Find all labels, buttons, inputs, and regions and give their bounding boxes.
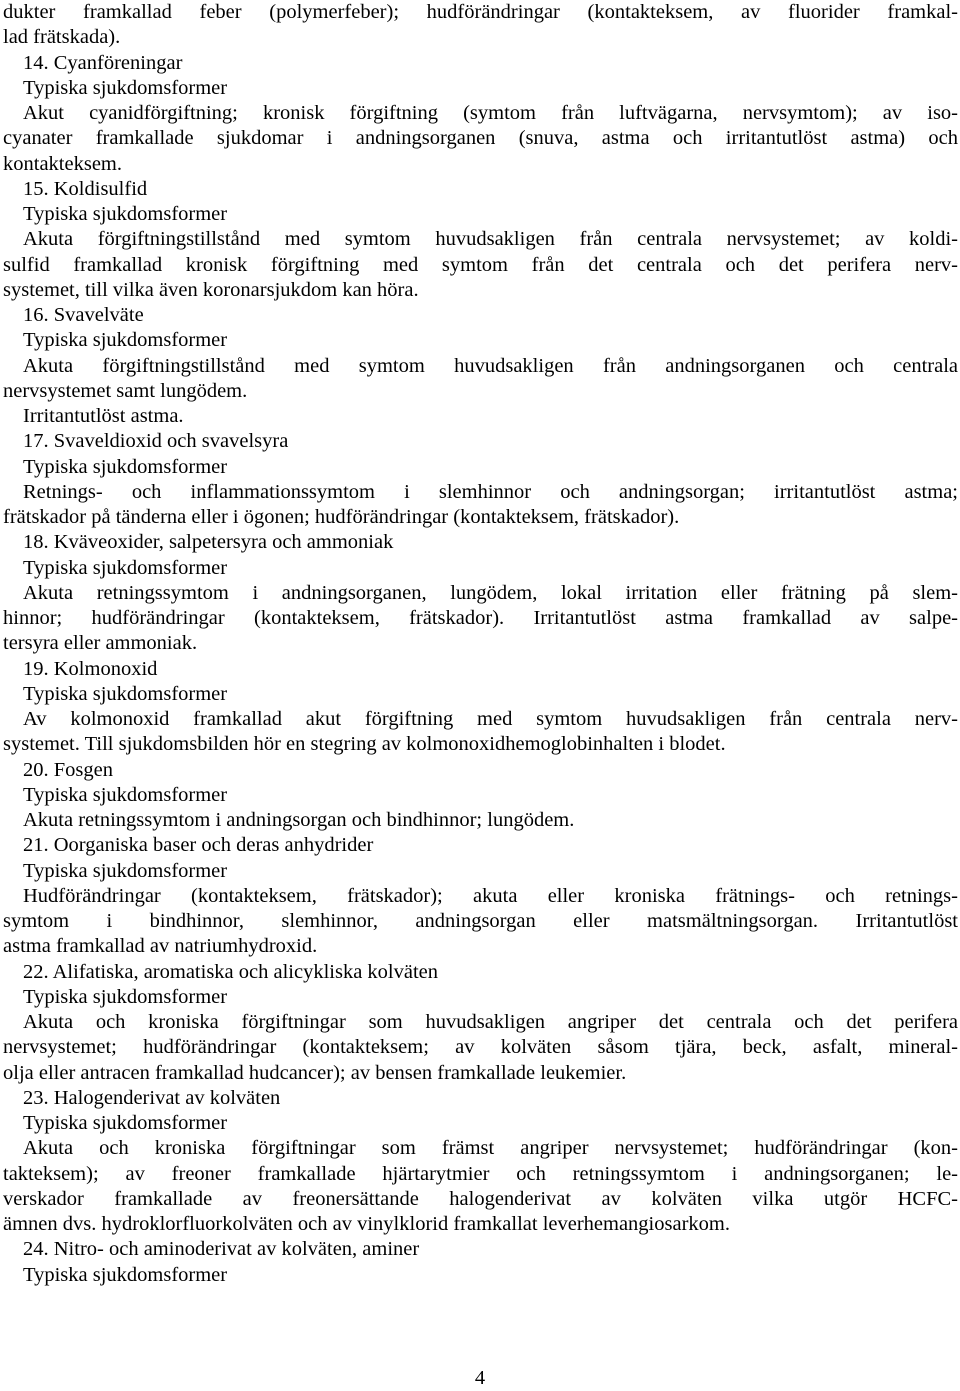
text-line: Akuta förgiftningstillstånd med symtom huvudsakligen från centrala nervsystemet; av koldi- [23,228,958,251]
text-line: hinnor; hudförändringar (kontakteksem, frätskador). Irritantutlöst astma framkallad av salpe- [3,607,958,629]
text-line: nervsystemet; hudförändringar (kontakteksem; av kolväten såsom tjära, beck, asfalt, mineral- [3,1036,958,1059]
section-heading-22: 22. Alifatiska, aromatiska och alicykliska kolväten [23,960,439,983]
section-heading-19: 19. Kolmonoxid [23,657,158,680]
text-line: Akuta retningssymtom i andningsorganen, lungödem, lokal irritation eller frätning på slem- [23,581,958,604]
text-line: cyanater framkallade sjukdomar i andningsorganen (snuva, astma och irritantutlöst astma) och [3,127,958,150]
text-line: systemet. Till sjukdomsbilden hör en stegring av kolmonoxidhemoglobinhalten i blodet. [3,733,726,756]
section-heading-16: 16. Svavelväte [23,304,144,326]
subheading: Typiska sjukdomsformer [23,76,228,99]
text-line: tersyra eller ammoniak. [3,632,198,655]
subheading: Typiska sjukdomsformer [23,783,228,806]
text-line: Retnings- och inflammationssymtom i slemhinnor och andningsorgan; irritantutlöst astma; [23,480,958,503]
text-line: dukter framkallad feber (polymerfeber); hudförändringar (kontakteksem, av fluorider framkal- [3,1,958,23]
text-line: Av kolmonoxid framkallad akut förgiftning med symtom huvudsakligen från centrala nerv- [23,708,958,730]
section-heading-23: 23. Halogenderivat av kolväten [23,1086,281,1109]
text-line: ämnen dvs. hydroklorfluorkolväten och av vinylklorid framkallat leverhemangiosarkom. [3,1213,730,1235]
document-page [3,0,958,1288]
text-line: olja eller antracen framkallad hudcancer); av bensen framkallade leukemier. [3,1061,627,1084]
subheading: Typiska sjukdomsformer [23,1112,228,1134]
text-line: Akut cyanidförgiftning; kronisk förgiftning (symtom från luftvägarna, nervsymtom); av iso- [23,102,958,124]
text-line: Hudförändringar (kontakteksem, frätskador); akuta eller kroniska frätnings- och retnings- [23,884,958,907]
subheading: Typiska sjukdomsformer [23,682,228,705]
text-line: verskador framkallade av freonersättande halogenderivat av kolväten vilka utgör HCFC- [3,1187,958,1210]
text-line: Irritantutlöst astma. [23,405,184,427]
text-line: astma framkallad av natriumhydroxid. [3,935,318,958]
text-line: Akuta retningssymtom i andningsorgan och bindhinnor; lungödem. [23,809,575,831]
text-line: kontakteksem. [3,152,122,175]
section-heading-14: 14. Cyanföreningar [23,51,183,74]
text-line: frätskador på tänderna eller i ögonen; hudförändringar (kontakteksem, frätskador). [3,506,680,528]
text-line: takteksem); av freoner framkallade hjärtarytmier och retningssymtom i andningsorganen; le- [3,1162,958,1185]
section-heading-15: 15. Koldisulfid [23,177,148,200]
text-line: nervsystemet samt lungödem. [3,379,248,402]
subheading: Typiska sjukdomsformer [23,203,228,225]
subheading: Typiska sjukdomsformer [23,329,228,352]
text-line: lad frätskada). [3,26,121,49]
subheading: Typiska sjukdomsformer [23,859,228,882]
text-line: sulfid framkallad kronisk förgiftning med symtom från det centrala och det perifera nerv- [3,253,958,276]
section-heading-18: 18. Kväveoxider, salpetersyra och ammoniak [23,531,394,554]
text-line: symtom i bindhinnor, slemhinnor, andningsorgan eller matsmältningsorgan. Irritantutlöst [3,910,958,932]
page-number: 4 [474,1367,486,1389]
subheading: Typiska sjukdomsformer [23,455,228,478]
text-line: Akuta och kroniska förgiftningar som främst angriper nervsystemet; hudförändringar (kon- [23,1137,958,1160]
section-heading-24: 24. Nitro- och aminoderivat av kolväten, aminer [23,1238,420,1261]
text-line: Akuta och kroniska förgiftningar som huvudsakligen angriper det centrala och det perifera [23,1011,958,1033]
subheading: Typiska sjukdomsformer [23,556,228,579]
subheading: Typiska sjukdomsformer [23,1263,228,1286]
text-line: systemet, till vilka även koronarsjukdom kan höra. [3,278,419,301]
text-line: Akuta förgiftningstillstånd med symtom huvudsakligen från andningsorganen och centrala [23,354,958,377]
subheading: Typiska sjukdomsformer [23,985,228,1008]
section-heading-20: 20. Fosgen [23,758,113,781]
section-heading-17: 17. Svaveldioxid och svavelsyra [23,430,289,453]
section-heading-21: 21. Oorganiska baser och deras anhydrider [23,834,374,857]
